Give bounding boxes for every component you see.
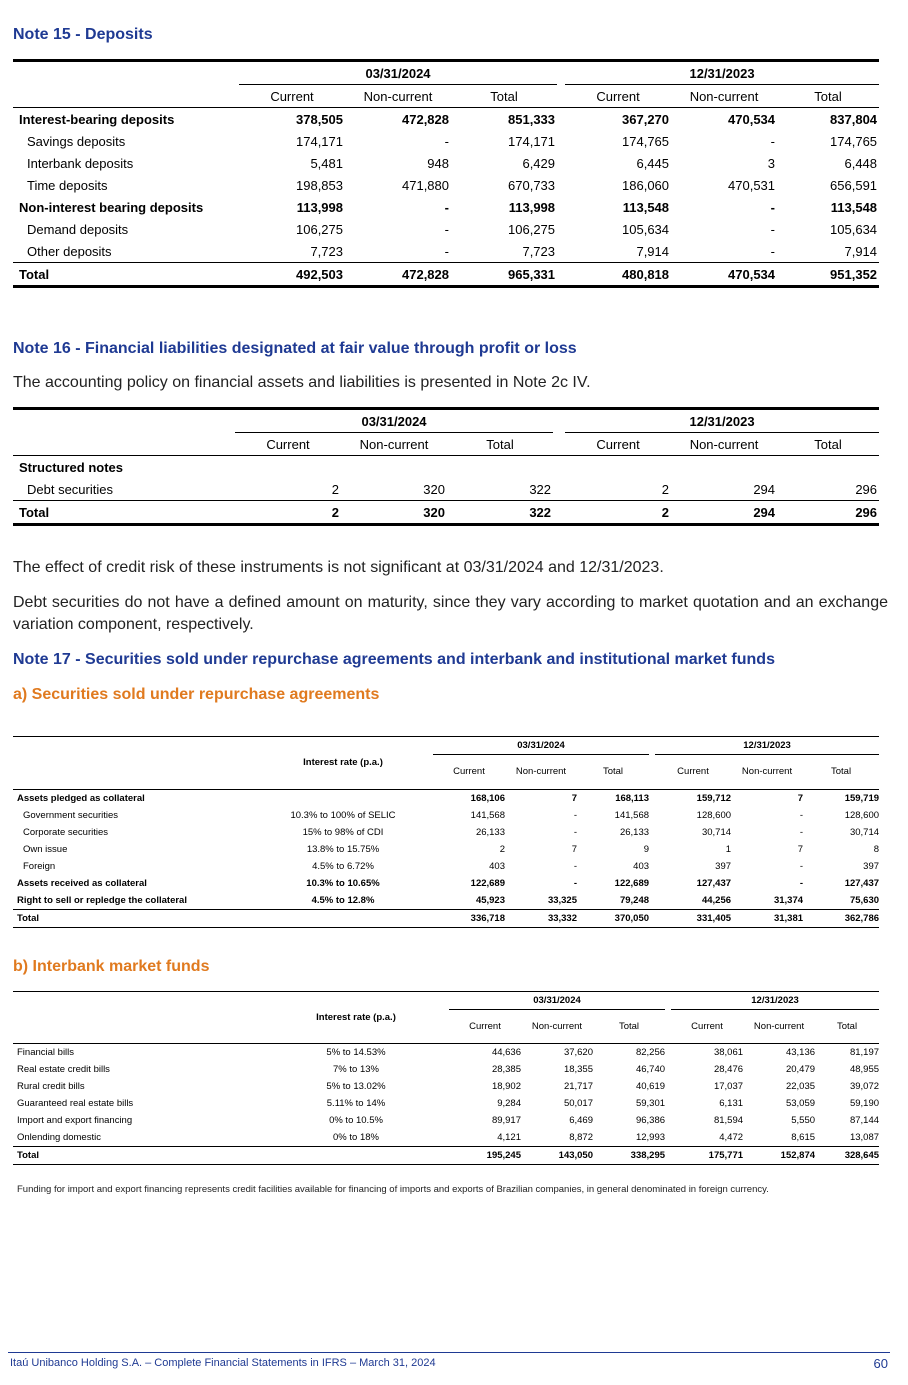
section-label: Structured notes <box>19 459 124 475</box>
table-cell: 397 <box>715 860 732 872</box>
rate-header: Interest rate (p.a.) <box>253 737 433 790</box>
col-current: Current <box>235 433 341 456</box>
table-cell: 322 <box>447 501 553 525</box>
table-cell: 328,645 <box>815 1146 879 1164</box>
table-cell: 5,481 <box>310 155 343 171</box>
col-total: Total <box>777 433 879 456</box>
table-cell: 44,256 <box>701 894 732 906</box>
row-label: Onlending domestic <box>17 1131 101 1143</box>
row-label: Non-interest bearing deposits <box>19 199 204 215</box>
table-cell: 174,171 <box>296 133 343 149</box>
interest-rate: 4.5% to 6.72% <box>312 860 374 872</box>
table-cell: 33,325 <box>547 894 577 906</box>
table-row <box>13 807 879 824</box>
table-cell: 6,469 <box>569 1114 593 1126</box>
table-cell: 13,087 <box>849 1131 880 1143</box>
interest-rate: 10.3% to 10.65% <box>306 877 380 889</box>
table-cell: 331,405 <box>655 909 731 927</box>
col-noncurrent: Non-current <box>345 85 451 108</box>
interest-rate <box>253 789 433 807</box>
table-total-label: Total <box>13 263 239 287</box>
table-cell: 127,437 <box>696 877 732 889</box>
row-label: Assets received as collateral <box>17 877 147 889</box>
table-cell: 322 <box>529 481 552 497</box>
table-row <box>13 196 879 218</box>
col-total: Total <box>577 755 649 790</box>
row-label: Financial bills <box>17 1046 75 1058</box>
table-cell: 403 <box>633 860 650 872</box>
table-cell: 31,381 <box>731 909 803 927</box>
interest-rate: 10.3% to 100% of SELIC <box>290 809 396 821</box>
col-current: Current <box>239 85 345 108</box>
table-cell: 2 <box>565 501 671 525</box>
table-cell: 38,061 <box>713 1046 744 1058</box>
col-noncurrent: Non-current <box>671 433 777 456</box>
table-cell: 168,106 <box>470 792 505 804</box>
interest-rate: 0% to 10.5% <box>329 1114 383 1126</box>
note16-period1: 03/31/2024 <box>235 409 553 433</box>
footer-text: Itaú Unibanco Holding S.A. – Complete Financial Statements in IFRS – March 31, 2024 <box>10 1357 436 1369</box>
table-cell: 8,615 <box>791 1131 816 1143</box>
table-cell: - <box>799 826 804 838</box>
col-current: Current <box>565 85 671 108</box>
note17-sub-b: b) Interbank market funds <box>13 958 210 975</box>
table-cell: 2 <box>235 501 341 525</box>
table-cell: 81,594 <box>713 1114 744 1126</box>
table-cell: 480,818 <box>565 263 671 287</box>
table-row <box>13 218 879 240</box>
table-total-label: Total <box>13 909 253 927</box>
table-cell: 28,385 <box>491 1063 521 1075</box>
table-cell: 851,333 <box>508 111 556 127</box>
table-cell: 2 <box>661 481 670 497</box>
col-noncurrent: Non-current <box>743 1010 815 1044</box>
note17-title: Note 17 - Securities sold under repurchase agreements and interbank and institutional market funds <box>13 651 775 668</box>
table-cell: 294 <box>753 481 776 497</box>
table-cell: - <box>573 826 577 838</box>
table-cell: 30,714 <box>701 826 732 838</box>
interest-rate: 13.8% to 15.75% <box>306 843 380 855</box>
col-noncurrent: Non-current <box>731 755 803 790</box>
table-cell: - <box>770 199 776 215</box>
table-cell: 20,479 <box>785 1063 816 1075</box>
table-cell: 31,374 <box>773 894 804 906</box>
col-current: Current <box>655 755 731 790</box>
table-row <box>13 1061 879 1078</box>
note16-para1: The effect of credit risk of these instruments is not significant at 03/31/2024 and 12/31/2023. <box>13 559 664 576</box>
table-cell: 75,630 <box>849 894 880 906</box>
table-cell: 18,355 <box>563 1063 593 1075</box>
table-cell: 951,352 <box>777 263 879 287</box>
table-cell: 472,828 <box>345 263 451 287</box>
table-cell: 113,548 <box>830 199 878 215</box>
table-cell: 470,531 <box>728 177 776 193</box>
table-cell: 44,636 <box>491 1046 521 1058</box>
table-cell: 397 <box>863 860 880 872</box>
table-cell: 370,050 <box>577 909 649 927</box>
table-cell: 128,600 <box>844 809 880 821</box>
table-cell: 367,270 <box>622 111 670 127</box>
table-cell: 3 <box>767 155 776 171</box>
table-cell: 5,550 <box>791 1114 816 1126</box>
table-cell: 122,689 <box>470 877 505 889</box>
table-cell: 39,072 <box>849 1080 880 1092</box>
table-row <box>13 789 879 807</box>
table-cell: 7,723 <box>310 243 343 259</box>
table-cell: - <box>770 133 776 149</box>
table-cell: 174,171 <box>508 133 556 149</box>
interest-rate: 0% to 18% <box>333 1131 379 1143</box>
table-cell: 656,591 <box>830 177 878 193</box>
table-cell: 7,914 <box>844 243 878 259</box>
row-label: Interbank deposits <box>27 155 134 171</box>
table-cell: - <box>444 133 449 149</box>
table-cell: 470,534 <box>728 111 776 127</box>
table-cell: - <box>444 243 449 259</box>
table-cell <box>557 196 565 218</box>
row-label: Guaranteed real estate bills <box>17 1097 134 1109</box>
table-cell <box>557 240 565 263</box>
table-row <box>13 1129 879 1147</box>
table-cell: 105,634 <box>622 221 670 237</box>
table-cell: 59,301 <box>635 1097 666 1109</box>
table-cell: 28,476 <box>713 1063 744 1075</box>
table-cell: 105,634 <box>830 221 878 237</box>
table-cell: 53,059 <box>785 1097 816 1109</box>
row-label: Other deposits <box>27 243 112 259</box>
row-label: Government securities <box>23 809 119 821</box>
table-cell: 9,284 <box>497 1097 521 1109</box>
table-cell: 338,295 <box>593 1146 665 1164</box>
table-cell: 2 <box>499 843 505 855</box>
interest-rate: 5.11% to 14% <box>326 1097 386 1109</box>
row-label: Rural credit bills <box>17 1080 85 1092</box>
note16-period2: 12/31/2023 <box>565 409 879 433</box>
table-cell: 7 <box>797 792 804 804</box>
row-label: Time deposits <box>27 177 108 193</box>
table-cell: 948 <box>427 155 449 171</box>
note15-period2: 12/31/2023 <box>565 61 879 85</box>
table-cell: 87,144 <box>849 1114 880 1126</box>
table-cell: - <box>770 243 776 259</box>
table-cell: 6,131 <box>719 1097 744 1109</box>
table-cell: 127,437 <box>844 877 880 889</box>
col-noncurrent: Non-current <box>671 85 777 108</box>
table-cell: 294 <box>671 501 777 525</box>
interest-rate: 7% to 13% <box>333 1063 379 1075</box>
table-total-label: Total <box>13 1146 263 1164</box>
table-cell <box>557 152 565 174</box>
table-cell: 320 <box>423 481 445 497</box>
table-cell: 106,275 <box>508 221 556 237</box>
note15-period1: 03/31/2024 <box>239 61 557 85</box>
note17a-period2: 12/31/2023 <box>655 737 879 755</box>
table-cell: 965,331 <box>451 263 557 287</box>
col-current: Current <box>671 1010 743 1044</box>
table-cell: 2 <box>331 481 339 497</box>
row-label: Savings deposits <box>27 133 126 149</box>
col-total: Total <box>593 1010 665 1044</box>
table-row <box>13 841 879 858</box>
table-cell: 113,998 <box>296 199 343 215</box>
table-cell: 470,534 <box>671 263 777 287</box>
table-cell: - <box>444 199 449 215</box>
note16-intro: The accounting policy on financial assets and liabilities is presented in Note 2c IV. <box>13 374 591 391</box>
table-cell: 6,448 <box>844 155 878 171</box>
table-cell: 89,917 <box>491 1114 521 1126</box>
table-cell <box>557 218 565 240</box>
table-cell: 174,765 <box>830 133 878 149</box>
table-cell: 378,505 <box>296 111 343 127</box>
table-cell: - <box>444 221 449 237</box>
table-cell: - <box>799 860 804 872</box>
table-cell: 7 <box>571 792 577 804</box>
col-current: Current <box>449 1010 521 1044</box>
table-cell: 113,548 <box>622 199 670 215</box>
table-cell: 45,923 <box>475 894 505 906</box>
col-total: Total <box>815 1010 879 1044</box>
table-cell: 40,619 <box>635 1080 666 1092</box>
table-cell: 8 <box>873 843 880 855</box>
table-cell: 96,386 <box>635 1114 666 1126</box>
table-row <box>13 858 879 875</box>
table-cell: 296 <box>855 481 878 497</box>
table-cell: 186,060 <box>622 177 670 193</box>
table-cell: - <box>573 860 577 872</box>
table-cell: 6,445 <box>636 155 670 171</box>
row-label: Corporate securities <box>23 826 109 838</box>
table-cell: 43,136 <box>785 1046 816 1058</box>
interest-rate: 5% to 14.53% <box>326 1046 386 1058</box>
interest-rate: 4.5% to 12.8% <box>311 894 375 906</box>
table-cell: 17,037 <box>713 1080 744 1092</box>
table-cell: 296 <box>777 501 879 525</box>
note17b-period2: 12/31/2023 <box>671 992 879 1010</box>
table-cell <box>557 108 565 131</box>
table-cell: 141,568 <box>614 809 650 821</box>
footer-divider <box>8 1352 890 1353</box>
table-cell: 33,332 <box>505 909 577 927</box>
page-number: 60 <box>873 1356 888 1371</box>
table-cell: 168,113 <box>615 792 650 804</box>
table-cell: 7,723 <box>522 243 556 259</box>
table-cell: 143,050 <box>521 1146 593 1164</box>
table-cell: 336,718 <box>433 909 505 927</box>
table-cell: 128,600 <box>696 809 732 821</box>
note16-para2: Debt securities do not have a defined amount on maturity, since they vary according to market quotation and an exchange variation component, respectively. <box>13 594 888 633</box>
note15-title: Note 15 - Deposits <box>13 26 153 43</box>
table-row <box>13 1078 879 1095</box>
row-label: Foreign <box>23 860 56 872</box>
table-cell: 37,620 <box>563 1046 593 1058</box>
table-cell: 79,248 <box>619 894 650 906</box>
col-current: Current <box>433 755 505 790</box>
table-cell: 22,035 <box>785 1080 816 1092</box>
interest-rate: 5% to 13.02% <box>326 1080 386 1092</box>
table-row <box>13 240 879 263</box>
table-cell: 9 <box>643 843 650 855</box>
table-cell: 837,804 <box>830 111 878 127</box>
table-cell: - <box>799 809 804 821</box>
table-row <box>13 892 879 910</box>
table-cell: 1 <box>725 843 732 855</box>
table-row <box>13 152 879 174</box>
table-cell: 195,245 <box>449 1146 521 1164</box>
table-cell: 362,786 <box>803 909 879 927</box>
table-cell: 26,133 <box>619 826 650 838</box>
table-cell: - <box>573 809 577 821</box>
table-cell: 7,914 <box>636 243 670 259</box>
table-row <box>13 1112 879 1129</box>
note17-table-b <box>13 991 879 1165</box>
col-total: Total <box>803 755 879 790</box>
row-label: Interest-bearing deposits <box>19 111 175 127</box>
col-total: Total <box>447 433 553 456</box>
note17-sub-a: a) Securities sold under repurchase agreements <box>13 686 380 703</box>
table-row <box>13 130 879 152</box>
table-cell: 81,197 <box>849 1046 880 1058</box>
col-current: Current <box>565 433 671 456</box>
table-cell: 6,429 <box>522 155 556 171</box>
table-row <box>13 1043 879 1061</box>
table-cell: - <box>573 877 577 889</box>
note17-footnote: Funding for import and export financing represents credit facilities available for financing of imports and exports of Brazilian companies, in general denominated in foreign currency. <box>17 1184 769 1195</box>
table-cell: 18,902 <box>491 1080 521 1092</box>
table-cell: 26,133 <box>475 826 505 838</box>
table-cell <box>557 130 565 152</box>
table-cell: 141,568 <box>470 809 505 821</box>
table-cell: 59,190 <box>849 1097 880 1109</box>
table-cell: 4,472 <box>719 1131 744 1143</box>
col-noncurrent: Non-current <box>521 1010 593 1044</box>
table-cell: 106,275 <box>296 221 343 237</box>
table-cell: 8,872 <box>569 1131 593 1143</box>
table-cell: 50,017 <box>563 1097 593 1109</box>
table-cell: 12,993 <box>635 1131 666 1143</box>
row-label: Real estate credit bills <box>17 1063 110 1075</box>
table-cell: 472,828 <box>402 111 449 127</box>
table-cell: 82,256 <box>635 1046 666 1058</box>
table-cell: 174,765 <box>622 133 670 149</box>
table-cell: 471,880 <box>402 177 449 193</box>
note16-title: Note 16 - Financial liabilities designated at fair value through profit or loss <box>13 340 577 357</box>
table-cell: 46,740 <box>635 1063 666 1075</box>
table-cell <box>557 174 565 196</box>
table-cell: 122,689 <box>614 877 650 889</box>
table-cell: 21,717 <box>563 1080 593 1092</box>
table-cell: 48,955 <box>849 1063 880 1075</box>
table-row <box>13 1095 879 1112</box>
row-label: Demand deposits <box>27 221 129 237</box>
table-cell: - <box>799 877 804 889</box>
table-total-label: Total <box>13 501 235 525</box>
col-total: Total <box>451 85 557 108</box>
note15-table <box>13 59 879 288</box>
note17-table-a <box>13 736 879 928</box>
table-cell: 670,733 <box>508 177 556 193</box>
table-row <box>13 824 879 841</box>
row-label: Right to sell or repledge the collateral <box>17 894 187 906</box>
rate-header: Interest rate (p.a.) <box>263 992 449 1044</box>
row-label: Import and export financing <box>17 1114 133 1126</box>
table-cell: 320 <box>341 501 447 525</box>
note17b-period1: 03/31/2024 <box>449 992 665 1010</box>
col-noncurrent: Non-current <box>505 755 577 790</box>
table-row <box>13 174 879 196</box>
interest-rate: 15% to 98% of CDI <box>302 826 384 838</box>
table-cell: 4,121 <box>497 1131 521 1143</box>
table-cell: 198,853 <box>296 177 343 193</box>
note17a-period1: 03/31/2024 <box>433 737 649 755</box>
col-noncurrent: Non-current <box>341 433 447 456</box>
table-cell: 30,714 <box>849 826 880 838</box>
table-cell: 113,998 <box>508 199 556 215</box>
table-row <box>13 108 879 131</box>
row-label: Debt securities <box>27 481 113 497</box>
table-cell: 492,503 <box>239 263 345 287</box>
table-row <box>13 875 879 892</box>
table-cell: 7 <box>797 843 804 855</box>
table-cell: - <box>770 221 776 237</box>
table-cell: 152,874 <box>743 1146 815 1164</box>
table-cell: 7 <box>571 843 577 855</box>
row-label: Own issue <box>23 843 68 855</box>
col-total: Total <box>777 85 879 108</box>
table-cell: 159,712 <box>696 792 732 804</box>
row-label: Assets pledged as collateral <box>17 792 145 804</box>
table-cell: 175,771 <box>671 1146 743 1164</box>
note16-table <box>13 407 879 526</box>
table-cell: 403 <box>489 860 505 872</box>
table-cell: 159,719 <box>844 792 880 804</box>
